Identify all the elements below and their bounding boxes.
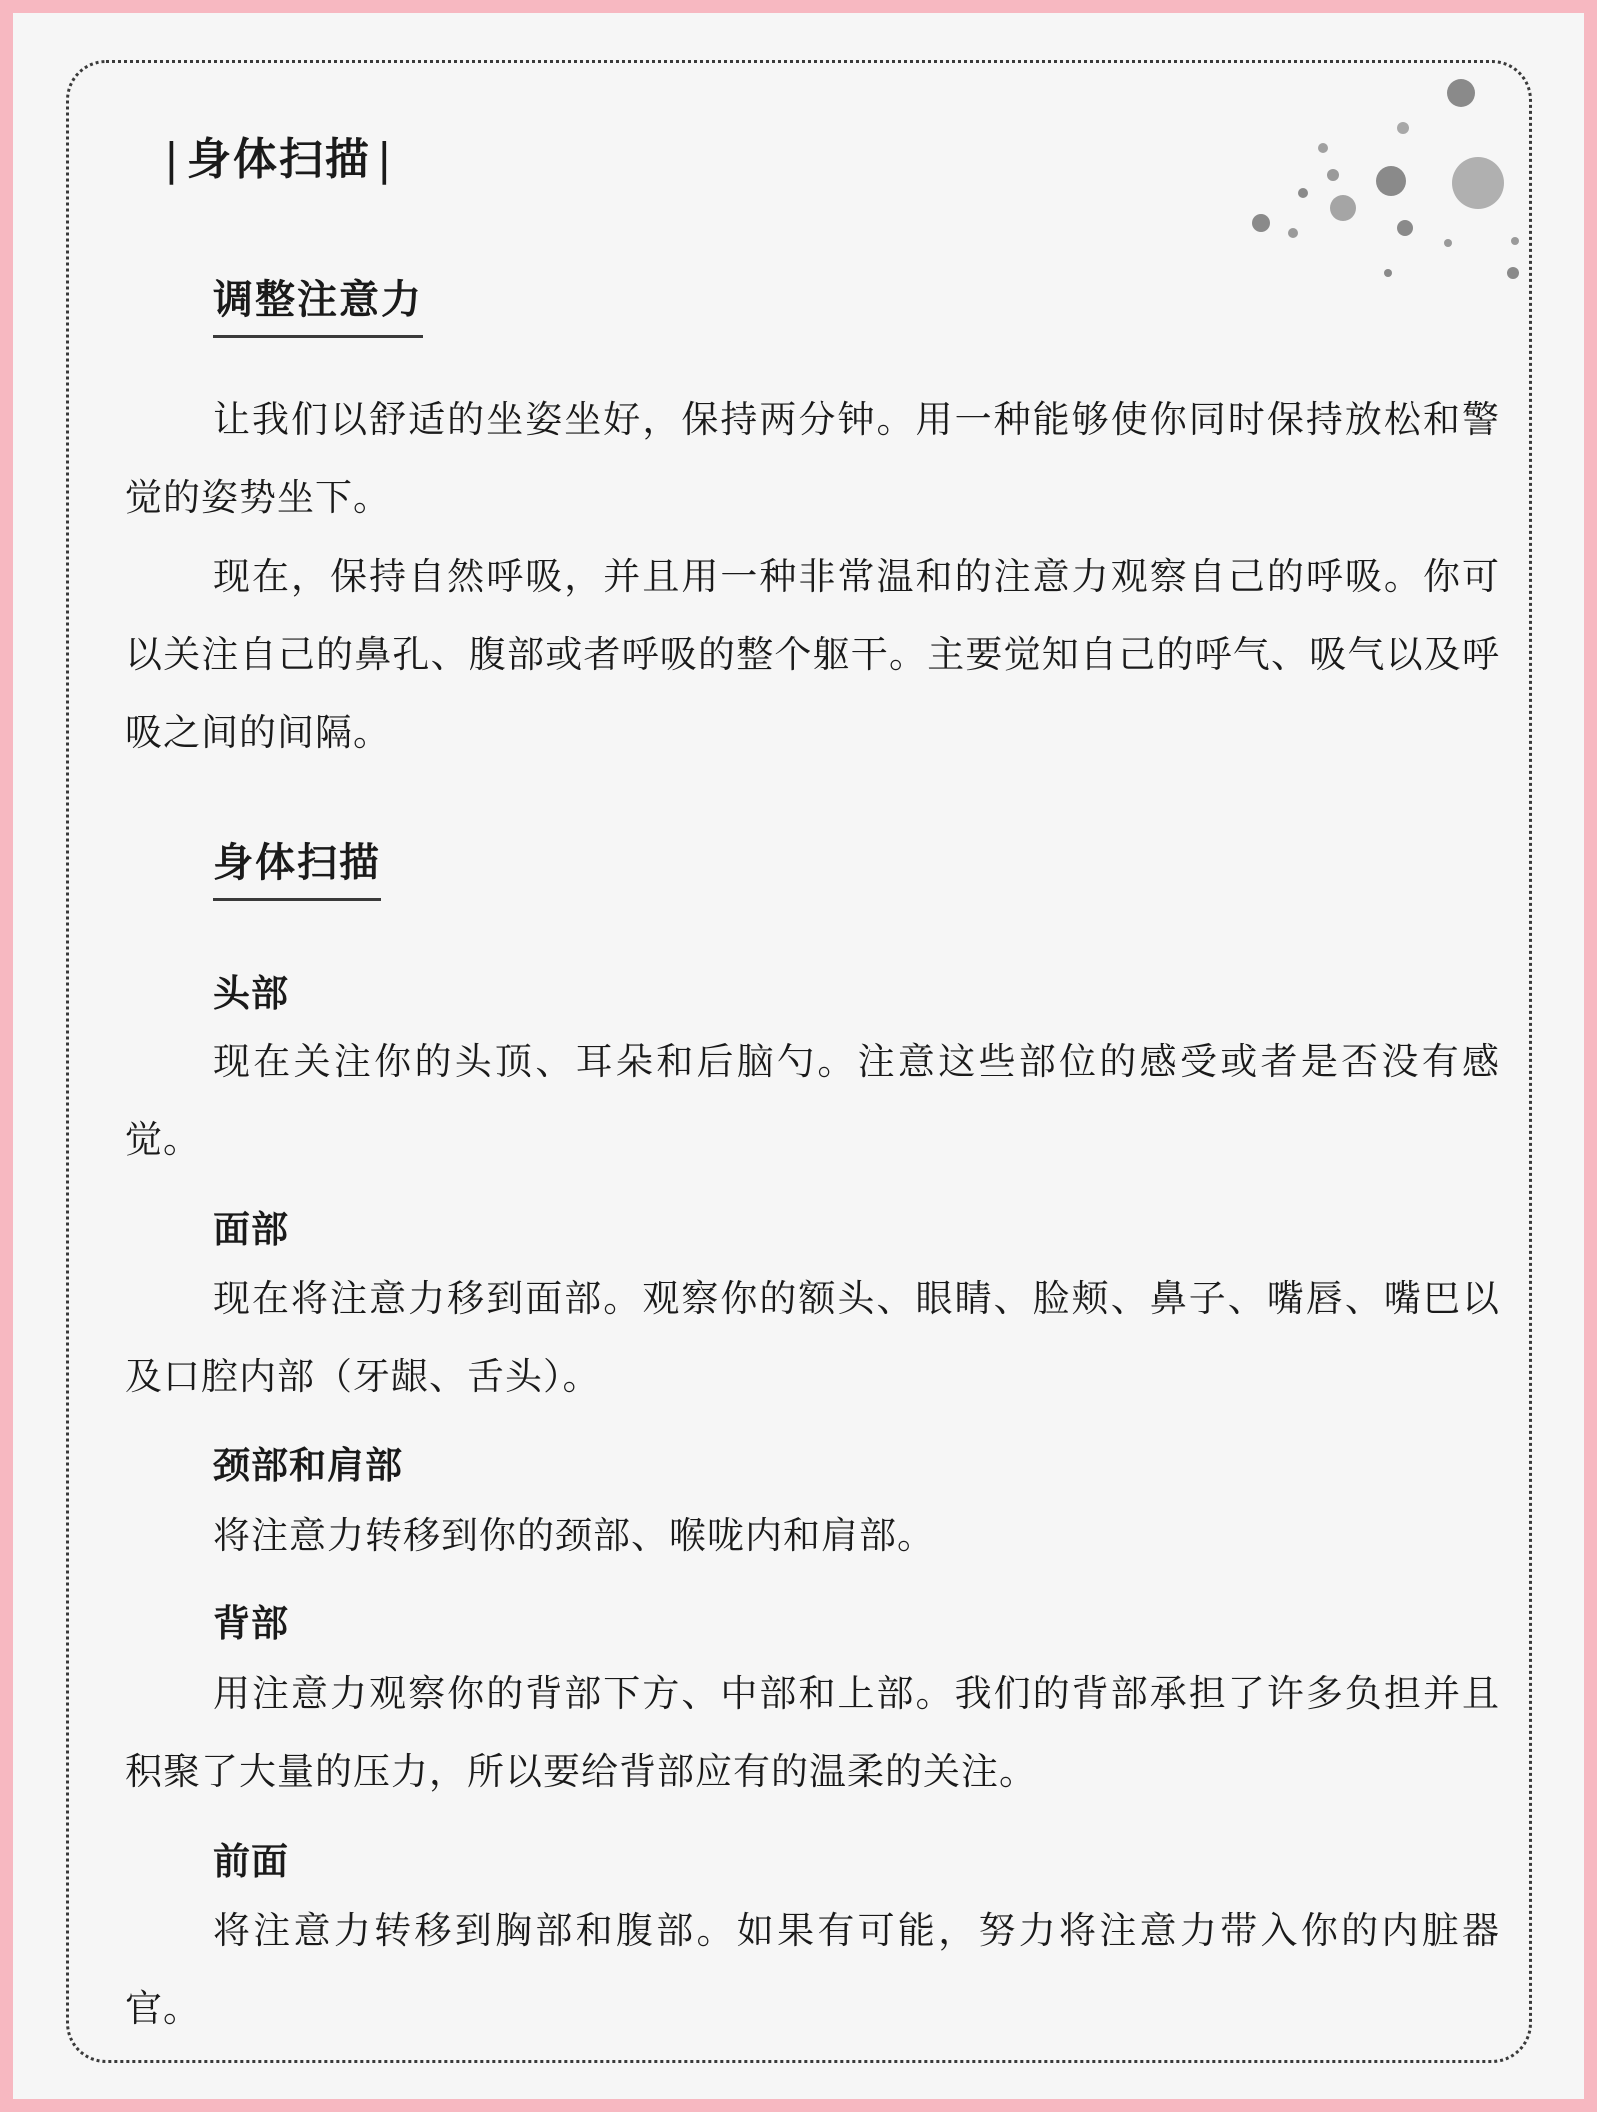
document-body [13,13,1584,2099]
subheading-face: 面部 [213,1208,289,1251]
title-text: 身体扫描 [186,134,371,185]
heading-body-scan: 身体扫描 [213,831,381,901]
paragraph: 现在将注意力移到面部。观察你的额头、眼睛、脸颊、鼻子、嘴唇、嘴巴以及口腔内部（牙龈、舌头）。 [125,1277,1500,1398]
subheading-neck-shoulders: 颈部和肩部 [213,1444,403,1487]
paragraph: 现在关注你的头顶、耳朵和后脑勺。注意这些部位的感受或者是否没有感觉。 [125,1040,1500,1161]
page-title [158,123,400,187]
subheading-back: 背部 [213,1602,289,1645]
paragraph: 将注意力转移到胸部和腹部。如果有可能，努力将注意力带入你的内脏器官。 [125,1909,1500,2030]
title-left-bar: | [164,134,181,185]
page [13,13,1584,2099]
title-right-bar: | [376,134,394,185]
subheading-head: 头部 [213,972,289,1015]
heading-adjust-attention: 调整注意力 [213,268,423,338]
paragraph: 用注意力观察你的背部下方、中部和上部。我们的背部承担了许多负担并且积聚了大量的压力，所以要给背部应有的温柔的关注。 [125,1672,1500,1793]
paragraph: 将注意力转移到你的颈部、喉咙内和肩部。 [213,1514,935,1557]
paragraph: 让我们以舒适的坐姿坐好，保持两分钟。用一种能够使你同时保持放松和警觉的姿势坐下。 [125,398,1500,519]
subheading-front: 前面 [213,1840,289,1883]
paragraph: 现在，保持自然呼吸，并且用一种非常温和的注意力观察自己的呼吸。你可以关注自己的鼻孔、腹部或者呼吸的整个躯干。主要觉知自己的呼气、吸气以及呼吸之间的间隔。 [125,555,1500,754]
